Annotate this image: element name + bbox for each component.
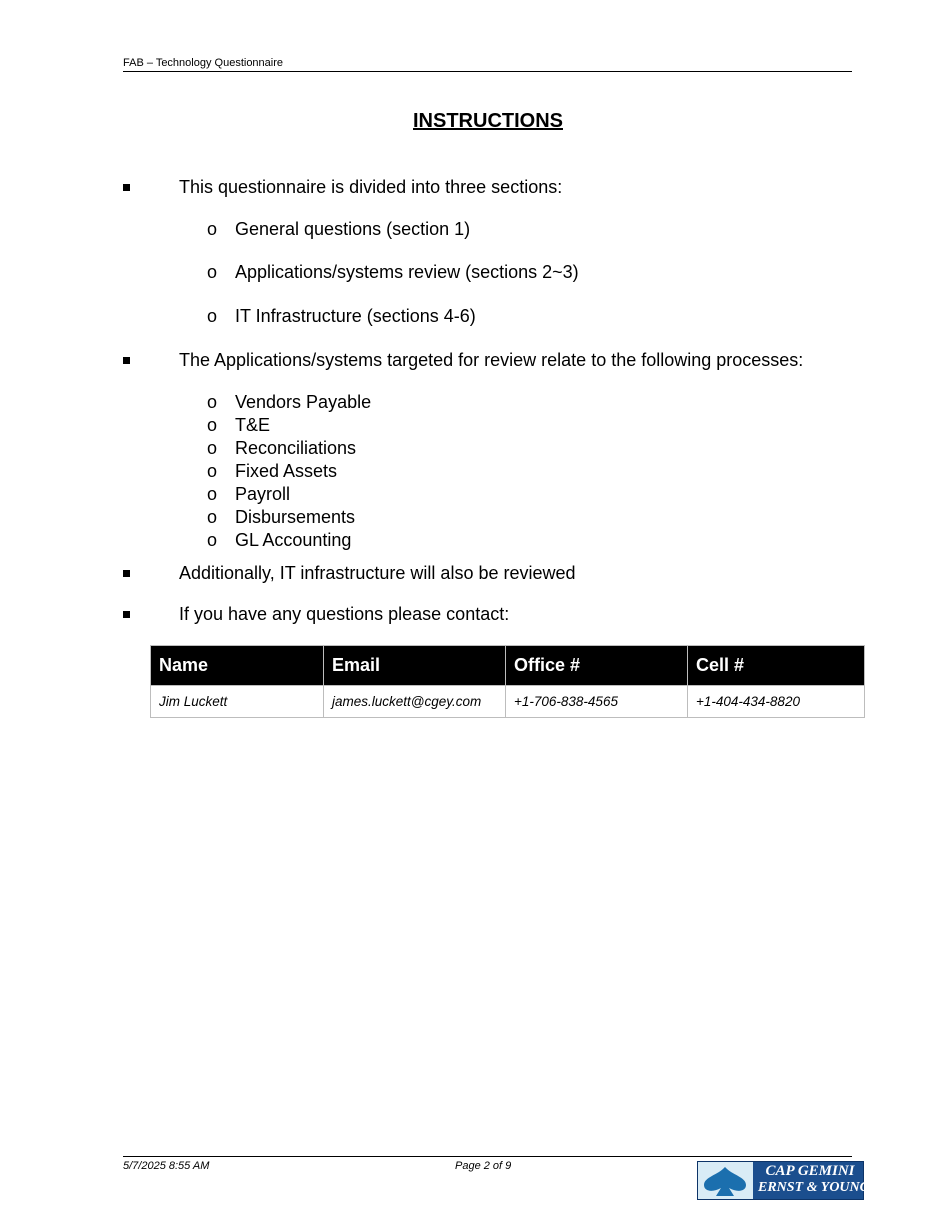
process-item: Payroll	[235, 484, 291, 504]
bullet-text-processes: The Applications/systems targeted for review relate to the following processes:	[179, 350, 804, 370]
contact-table	[150, 645, 865, 718]
spade-logo-panel	[698, 1162, 753, 1199]
process-item: Reconciliations	[235, 438, 357, 458]
bullet-marker	[123, 570, 130, 577]
section-item: Applications/systems review (sections 2~3)	[235, 262, 579, 282]
process-item: Vendors Payable	[235, 392, 372, 412]
sub-bullet-marker: o	[207, 530, 218, 550]
contact-name: Jim Luckett	[151, 686, 324, 718]
page-title: INSTRUCTIONS	[413, 110, 563, 132]
column-header-email: Email	[324, 646, 506, 686]
bullet-text-contact: If you have any questions please contact:	[179, 604, 510, 624]
process-item: T&E	[235, 415, 271, 435]
contact-cell-phone: +1-404-434-8820	[688, 686, 865, 718]
contact-office-phone: +1-706-838-4565	[506, 686, 688, 718]
table-header-row	[151, 646, 865, 686]
process-item: GL Accounting	[235, 530, 352, 550]
sub-bullet-marker: o	[207, 438, 218, 458]
logo-text-line2: ERNST & YOUNG	[758, 1180, 870, 1195]
footer-rule	[123, 1156, 852, 1157]
company-logo	[697, 1161, 870, 1200]
section-item: General questions (section 1)	[235, 219, 471, 239]
footer-date: 5/7/2025 8:55 AM	[123, 1160, 210, 1172]
footer-page-number: Page 2 of 9	[455, 1160, 512, 1172]
sub-bullet-marker: o	[207, 306, 218, 326]
sub-bullet-marker: o	[207, 262, 218, 282]
spade-icon	[698, 1162, 753, 1199]
header-rule	[123, 71, 852, 72]
column-header-cell: Cell #	[688, 646, 865, 686]
sub-bullet-marker: o	[207, 415, 218, 435]
bullet-text-infrastructure: Additionally, IT infrastructure will also be reviewed	[179, 563, 576, 583]
process-item: Disbursements	[235, 507, 356, 527]
bullet-marker	[123, 611, 130, 618]
sub-bullet-marker: o	[207, 461, 218, 481]
column-header-name: Name	[151, 646, 324, 686]
section-item: IT Infrastructure (sections 4-6)	[235, 306, 476, 326]
sub-bullet-marker: o	[207, 507, 218, 527]
bullet-text-sections: This questionnaire is divided into three sections:	[179, 177, 563, 197]
column-header-office: Office #	[506, 646, 688, 686]
logo-text-line1: CAP GEMINI	[765, 1163, 855, 1179]
bullet-marker	[123, 184, 130, 191]
sub-bullet-marker: o	[207, 392, 218, 412]
sub-bullet-marker: o	[207, 484, 218, 504]
process-item: Fixed Assets	[235, 461, 338, 481]
header-title: FAB – Technology Questionnaire	[123, 57, 284, 69]
bullet-marker	[123, 357, 130, 364]
table-row	[151, 686, 865, 718]
contact-email: james.luckett@cgey.com	[324, 686, 506, 718]
sub-bullet-marker: o	[207, 219, 218, 239]
